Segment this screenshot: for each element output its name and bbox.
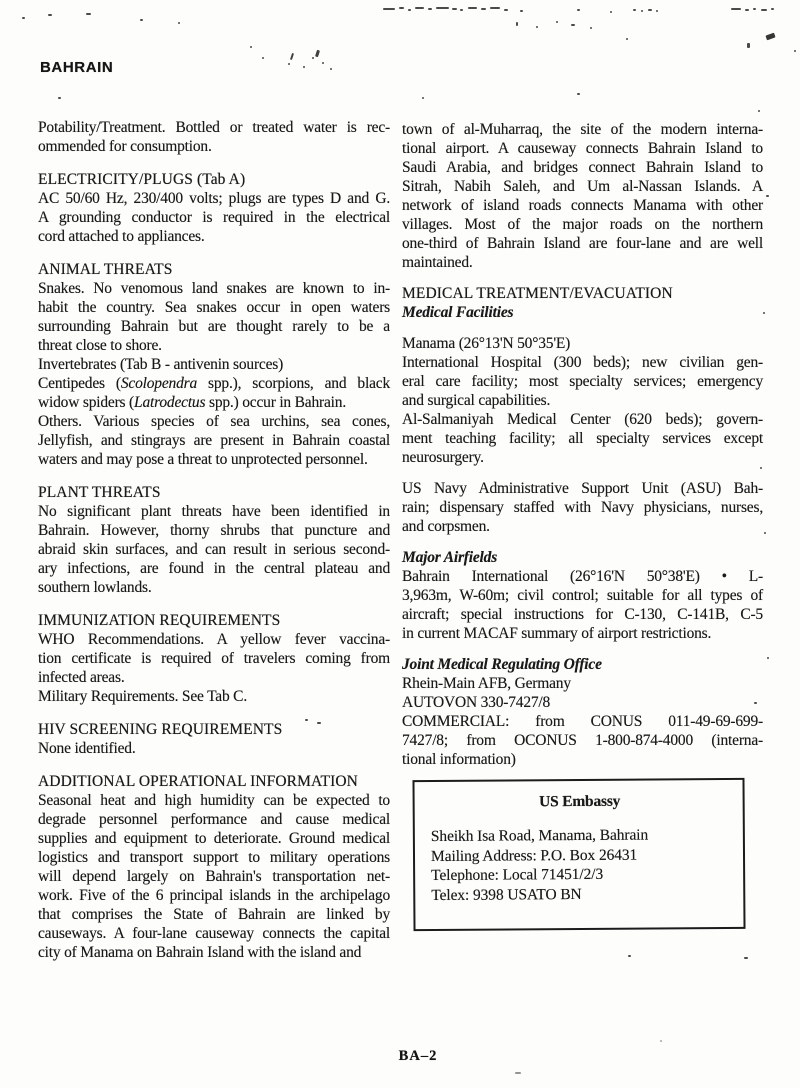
scan-speck [610, 11, 612, 13]
right-column [402, 120, 763, 930]
electricity-plugs-heading [38, 170, 390, 189]
scan-speck [760, 467, 762, 469]
scan-speck [648, 9, 652, 11]
scan-speck [315, 50, 320, 58]
text-line: cord attached to appliances. [38, 228, 205, 245]
scan-speck [515, 1072, 521, 1074]
embassy-box-title: US Embassy [539, 792, 621, 811]
text-line: Bahrain International (26°16'N 50°38'E) • L- [402, 568, 763, 585]
text-line: tional airport. A causeway connects Bahrain Island to [402, 140, 763, 157]
scan-speck [656, 10, 658, 12]
commercial-phone-paragraph [402, 712, 763, 769]
potability-treatment-paragraph [38, 118, 390, 156]
scan-speck [520, 10, 523, 12]
embassy-mailing-address: Mailing Address: P.O. Box 26431 [430, 846, 638, 865]
scan-speck [577, 93, 580, 95]
hiv-screening-heading [38, 720, 390, 739]
text-line: network of island roads connects Manama with other [402, 197, 763, 214]
text-line: Al-Salmaniyah Medical Center (620 beds); govern- [402, 411, 763, 428]
text-line: aircraft; special instructions for C-130, C-141B, C-5 [402, 606, 763, 623]
scan-speck [771, 8, 774, 10]
text-line: Military Requirements. See Tab C. [38, 688, 247, 705]
text-line: ANIMAL THREATS [38, 261, 173, 278]
text-line: No significant plant threats have been identified in [38, 503, 390, 520]
text-line: surrounding Bahrain but are thought rarely to be a [38, 318, 390, 335]
text-line: Jellyfish, and stingrays are present in Bahrain coastal [38, 432, 390, 449]
scan-speck [140, 19, 143, 21]
text-line: will depend largely on Bahrain's transportation net- [38, 868, 390, 885]
text-line: eral care facility; most specialty services; emergency [402, 373, 763, 390]
scan-speck [288, 63, 290, 65]
text-line: ommended for consumption. [38, 138, 212, 155]
scan-speck [731, 8, 741, 10]
scan-speck [317, 722, 321, 724]
text-line: ment teaching facility; all specialty services except [402, 430, 763, 447]
scan-speck [383, 8, 395, 10]
military-requirements-line [38, 687, 390, 706]
manama-coordinates-line [402, 334, 763, 353]
text-line: 7427/8; from OCONUS 1-800-874-4000 (interna- [402, 732, 763, 749]
scan-speck [250, 46, 252, 48]
joint-medical-regulating-office-subheading [402, 655, 763, 674]
text-line: tion certificate is required of travelers coming from [38, 650, 390, 667]
text-line: Potability/Treatment. Bottled or treated water is rec- [38, 119, 390, 136]
text-line: supplies and equipment to deteriorate. Ground medical [38, 830, 390, 847]
text-line: in current MACAF summary of airport restrictions. [402, 625, 712, 642]
text-line: Centipedes (Scolopendra spp.), scorpions, and black [38, 375, 390, 392]
scan-speck [303, 66, 305, 68]
scan-speck [262, 57, 264, 59]
text-line: town of al-Muharraq, the site of the modern interna- [402, 121, 763, 138]
snakes-paragraph [38, 279, 390, 355]
scan-speck [48, 14, 52, 16]
text-line: Seasonal heat and high humidity can be expected to [38, 792, 390, 809]
who-recommendations-paragraph [38, 630, 390, 687]
invertebrates-line [38, 355, 390, 374]
text-line: rain; dispensary staffed with Navy physicians, nurses, [402, 499, 763, 516]
plant-threats-heading [38, 483, 390, 502]
text-line: Bahrain. However, thorny shrubs that puncture and [38, 522, 390, 539]
text-line: ELECTRICITY/PLUGS (Tab A) [38, 171, 246, 188]
text-line: threat close to shore. [38, 337, 162, 354]
scan-speck [490, 7, 500, 9]
scan-speck [481, 8, 486, 10]
text-line: ADDITIONAL OPERATIONAL INFORMATION [38, 773, 358, 790]
text-line: Medical Facilities [402, 304, 514, 321]
centipedes-paragraph [38, 374, 390, 412]
scan-speck [408, 9, 411, 11]
text-line: Major Airfields [402, 549, 498, 566]
rhein-main-line [402, 674, 763, 693]
text-line: US Navy Administrative Support Unit (ASU) Bah- [402, 480, 763, 497]
text-line: and corpsmen. [402, 518, 490, 535]
text-line: work. Five of the 6 principal islands in the archipelago [38, 887, 390, 904]
scan-speck [330, 68, 332, 70]
text-line: maintained. [402, 254, 473, 271]
page-title: BAHRAIN [40, 59, 114, 76]
text-line: abraid skin surfaces, and can result in serious second- [38, 541, 390, 558]
scan-speck [794, 50, 796, 52]
text-line: Invertebrates (Tab B - antivenin sources) [38, 356, 284, 373]
additional-operational-information-heading [38, 772, 390, 791]
transportation-continued-paragraph [402, 120, 763, 272]
medical-treatment-evacuation-heading [402, 284, 763, 303]
major-airfields-subheading [402, 548, 763, 567]
text-line: Saudi Arabia, and bridges connect Bahrain Island to [402, 159, 763, 176]
text-line: villages. Most of the major roads on the northern [402, 216, 763, 233]
animal-threats-heading [38, 260, 390, 279]
autovon-line [402, 693, 763, 712]
embassy-telephone: Telephone: Local 71451/2/3 [431, 865, 604, 885]
scan-speck [745, 9, 749, 11]
text-line: causeways. A four-lane causeway connects the capital [38, 925, 390, 942]
scan-speck [322, 62, 324, 64]
scan-speck [744, 957, 748, 959]
scan-speck [436, 7, 449, 9]
scan-speck [178, 22, 180, 24]
others-paragraph [38, 412, 390, 469]
us-navy-asu-paragraph [402, 479, 763, 536]
scan-speck [633, 9, 636, 11]
text-line: Manama (26°13'N 50°35'E) [402, 335, 571, 352]
text-line: that comprises the State of Bahrain are linked by [38, 906, 390, 923]
text-line: AUTOVON 330-7427/8 [402, 694, 551, 711]
scan-speck [86, 13, 91, 15]
scan-speck [766, 195, 769, 197]
scan-speck [422, 97, 424, 99]
scan-speck [556, 21, 558, 23]
text-line: COMMERCIAL: from CONUS 011-49-69-699- [402, 713, 763, 730]
scan-speck [468, 7, 477, 9]
scan-speck [765, 33, 775, 41]
scan-speck [758, 110, 760, 112]
text-line: 3,963m, W-60m; civil control; suitable for all types of [402, 587, 763, 604]
text-line: neurosurgery. [402, 449, 484, 466]
hiv-screening-value [38, 739, 390, 758]
text-line: degrade personnel performance and cause medical [38, 811, 390, 828]
scan-speck [747, 43, 750, 48]
left-column [38, 118, 390, 962]
scan-speck [753, 8, 756, 10]
text-line: IMMUNIZATION REQUIREMENTS [38, 612, 281, 629]
international-hospital-paragraph [402, 353, 763, 410]
scan-speck [660, 1040, 662, 1042]
text-line: A grounding conductor is required in the electrical [38, 209, 390, 226]
text-line: Rhein-Main AFB, Germany [402, 675, 571, 692]
scan-speck [399, 7, 404, 9]
text-line: and surgical capabilities. [402, 392, 551, 409]
text-line: Others. Various species of sea urchins, sea cones, [38, 413, 390, 430]
medical-facilities-subheading [402, 303, 763, 322]
text-line: WHO Recommendations. A yellow fever vaccina- [38, 631, 390, 648]
text-line: city of Manama on Bahrain Island with the island and [38, 944, 362, 961]
text-line: International Hospital (300 beds); new civilian gen- [402, 354, 763, 371]
scan-speck [763, 312, 765, 314]
scan-speck [571, 24, 575, 26]
text-line: HIV SCREENING REQUIREMENTS [38, 721, 283, 738]
scan-speck [312, 57, 314, 59]
text-line: Joint Medical Regulating Office [402, 656, 602, 673]
text-line: PLANT THREATS [38, 484, 161, 501]
text-line: ary infections, are found in the central plateau and [38, 560, 390, 577]
text-line: waters and may pose a threat to unprotected personnel. [38, 451, 368, 468]
scan-speck [504, 9, 508, 11]
plant-threats-paragraph [38, 502, 390, 597]
scan-speck [641, 10, 643, 12]
text-line: habit the country. Sea snakes occur in open waters [38, 299, 390, 316]
immunization-requirements-heading [38, 611, 390, 630]
scan-speck [452, 8, 457, 10]
text-line: infected areas. [38, 669, 125, 686]
embassy-telex: Telex: 9398 USATO BN [431, 885, 582, 904]
scan-speck [460, 9, 463, 11]
scan-speck [628, 955, 631, 957]
us-embassy-box [412, 778, 745, 931]
al-salmaniyah-paragraph [402, 410, 763, 467]
text-line: one-third of Bahrain Island are four-lane and are well [402, 235, 763, 252]
text-line: widow spiders (Latrodectus spp.) occur in Bahrain. [38, 394, 346, 411]
page-number: BA–2 [398, 1048, 438, 1064]
text-line: Sitrah, Nabih Saleh, and Um al-Nassan Islands. A [402, 178, 763, 195]
scan-speck [761, 9, 767, 11]
scan-speck [290, 53, 294, 60]
text-line: None identified. [38, 740, 136, 757]
scan-speck [577, 9, 580, 11]
scan-speck [590, 27, 592, 29]
bahrain-international-paragraph [402, 567, 763, 643]
scan-speck [22, 17, 25, 19]
text-line: AC 50/60 Hz, 230/400 volts; plugs are types D and G. [38, 190, 390, 207]
embassy-street-address: Sheikh Isa Road, Manama, Bahrain [430, 826, 649, 846]
scan-speck [516, 22, 518, 26]
text-line: Snakes. No venomous land snakes are known to in- [38, 280, 390, 297]
text-line: logistics and transport support to military operations [38, 849, 390, 866]
text-line: southern lowlands. [38, 579, 152, 596]
scan-speck [767, 657, 769, 659]
text-line: MEDICAL TREATMENT/EVACUATION [402, 285, 673, 302]
additional-operational-information-paragraph [38, 791, 390, 962]
text-line: tional information) [402, 751, 516, 768]
scan-speck [58, 97, 61, 99]
scan-speck [536, 26, 538, 28]
embassy-box-lines [431, 825, 730, 905]
electricity-plugs-paragraph [38, 189, 390, 246]
scan-speck [428, 8, 432, 10]
scan-speck [305, 719, 308, 721]
scan-speck [754, 702, 757, 704]
scan-speck [626, 38, 628, 40]
scan-speck [415, 7, 424, 9]
scan-speck [764, 532, 766, 534]
